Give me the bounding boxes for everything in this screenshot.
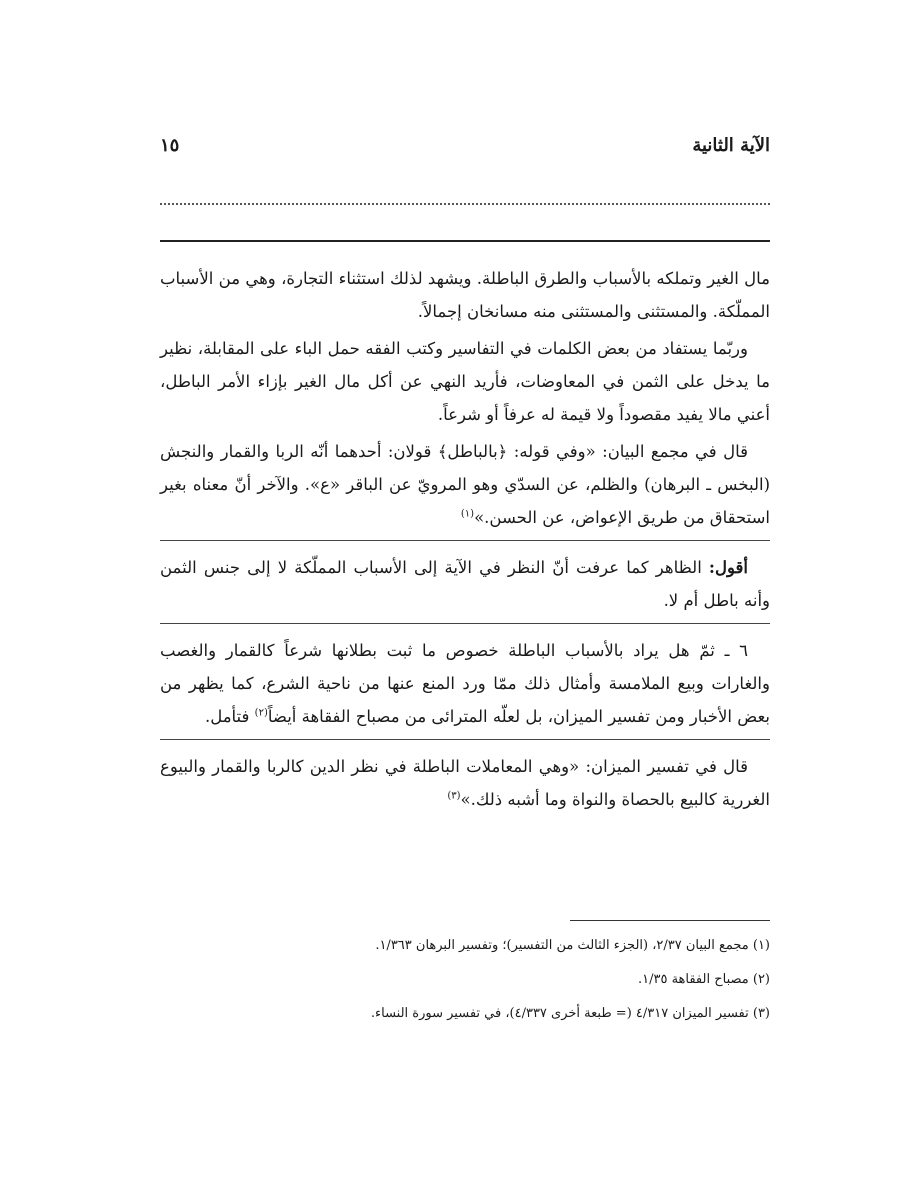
paragraph-text: ٦ ـ ثمّ هل يراد بالأسباب الباطلة خصوص ما ثبت بطلانها شرعاً كالقمار والغصب والغارات وبيع الملامسة وأمثال ذلك ممّا ورد المنع عنها من ناحية الشرع، كما يظهر من بعض الأخبار ومن تفسير الميزان، بل لعلّه المترائى من مصباح الفقاهة أيضاً: [160, 641, 770, 726]
footnote-item: (١) مجمع البيان ٢/٣٧، (الجزء الثالث من التفسير)؛ وتفسير البرهان ١/٣٦٣.: [375, 938, 770, 953]
footnote-item: (٣) تفسير الميزان ٤/٣١٧ (= طبعة أخرى ٤/٣٣٧)، في تفسير سورة النساء.: [370, 1006, 770, 1021]
paragraph: مال الغير وتملكه بالأسباب والطرق الباطلة. ويشهد لذلك استثناء التجارة، وهي من الأسباب المملّكة. والمستثنى والمستثنى منه مسانخان إجمالاً.: [160, 269, 770, 321]
paragraph: [160, 634, 770, 733]
paragraph-separator: [160, 623, 770, 624]
quote-text: قال في تفسير الميزان: «وهي المعاملات الباطلة في نظر الدين كالربا والقمار والبيوع الغررية كالبيع بالحصاة والنواة وما أشبه ذلك.»: [160, 757, 770, 809]
book-page: [160, 0, 770, 1200]
dotted-divider: [160, 203, 770, 205]
quote-text: قال في مجمع البيان: «وفي قوله: ﴿بالباطل﴾ قولان: أحدهما أنّه الربا والقمار والنجش (البخس ـ البرهان) والظلم، عن السدّي وهو المرويّ عن الباقر «ع». والآخر أنّ معناه بغير استحقاق من طريق الإعواض، عن الحسن.»: [160, 442, 770, 527]
paragraph-separator: [160, 739, 770, 740]
paragraph-separator: [160, 540, 770, 541]
main-text: [160, 262, 770, 820]
paragraph: [160, 435, 770, 534]
footnote-ref: (٣): [447, 790, 461, 802]
remark-lead: أقول:: [708, 558, 748, 577]
remark-text: الظاهر كما عرفت أنّ النظر في الآية إلى الأسباب المملّكة لا إلى جنس الثمن وأنه باطل أم لا.: [160, 558, 770, 610]
footnote-ref: (١): [460, 508, 475, 520]
running-header: [160, 128, 770, 162]
footnote-ref: (٢): [254, 707, 268, 719]
paragraph: وربّما يستفاد من بعض الكلمات في التفاسير وكتب الفقه حمل الباء على المقابلة، نظير ما يدخل على الثمن في المعاوضات، فأريد النهي عن أكل مال الغير بإزاء الأمر الباطل، أعني مالا يفيد مقصوداً ولا قيمة له عرفاً أو شرعاً.: [160, 339, 770, 424]
paragraph: [160, 750, 770, 816]
footnotes: [160, 920, 770, 1031]
page-number: ١٥: [160, 134, 180, 156]
footnote-divider: [570, 920, 770, 921]
paragraph: [160, 551, 770, 617]
header-divider: [160, 240, 770, 242]
paragraph-tail: فتأمل.: [204, 707, 255, 726]
footnote-item: (٢) مصباح الفقاهة ١/٣٥.: [637, 972, 770, 987]
section-title: الآية الثانية: [692, 134, 770, 156]
